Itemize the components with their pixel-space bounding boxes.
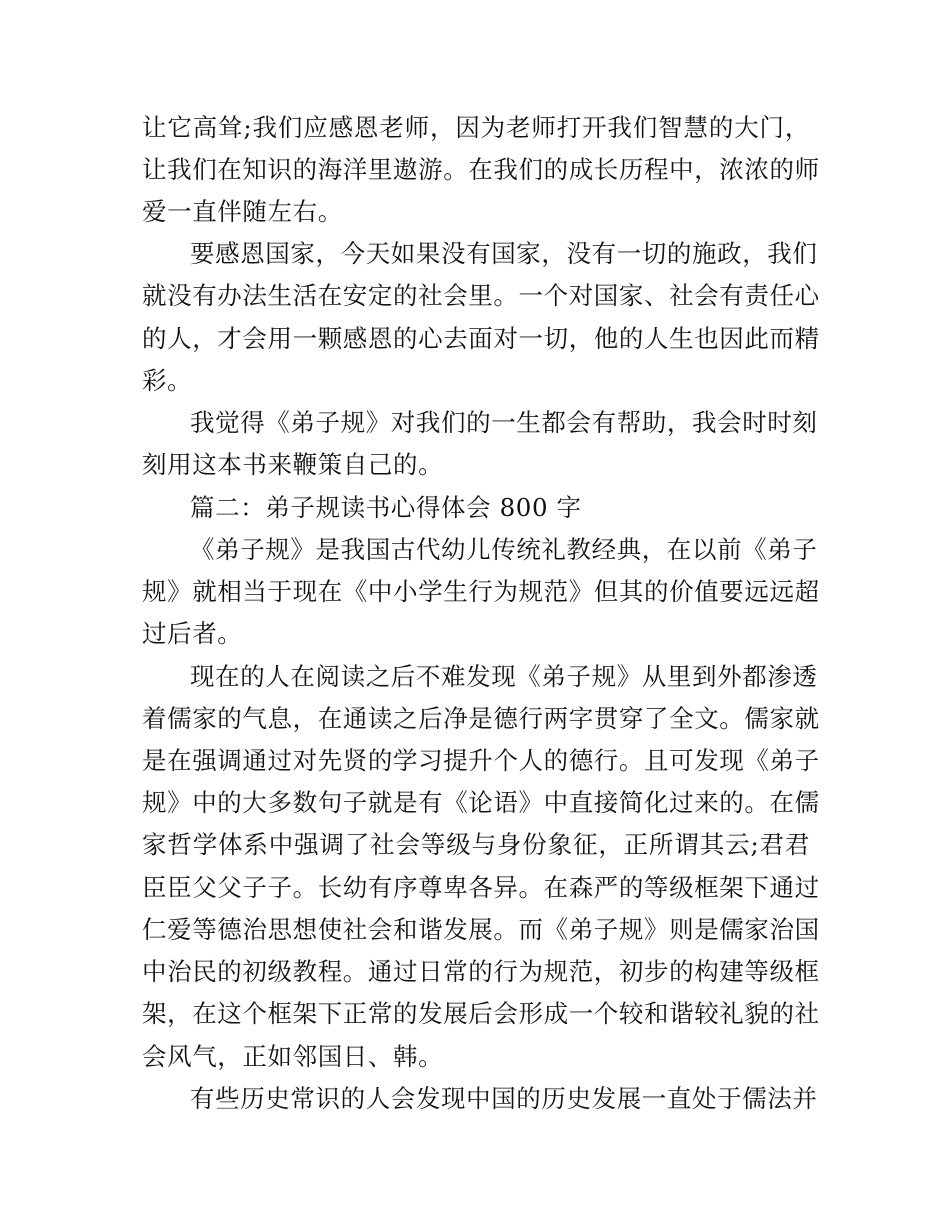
text-line: 中治民的初级教程。通过日常的行为规范，初步的构建等级框	[142, 957, 820, 986]
text-line: 着儒家的气息，在通读之后净是德行两字贯穿了全文。儒家就	[142, 704, 820, 733]
text-line: 让它高耸;我们应感恩老师，因为老师打开我们智慧的大门，	[142, 113, 810, 142]
text-line: 有些历史常识的人会发现中国的历史发展一直处于儒法并	[190, 1084, 818, 1113]
text-line: 刻用这本书来鞭策自己的。	[142, 450, 444, 479]
text-line: 现在的人在阅读之后不难发现《弟子规》从里到外都渗透	[190, 662, 818, 691]
text-line: 是在强调通过对先贤的学习提升个人的德行。且可发现《弟子	[142, 746, 820, 775]
text-line: 会风气，正如邻国日、韩。	[142, 1042, 444, 1071]
text-line: 规》中的大多数句子就是有《论语》中直接简化过来的。在儒	[142, 788, 820, 817]
text-line: 仁爱等德治思想使社会和谐发展。而《弟子规》则是儒家治国	[142, 915, 820, 944]
text-line: 要感恩国家，今天如果没有国家，没有一切的施政，我们	[190, 239, 818, 268]
text-line: 架，在这个框架下正常的发展后会形成一个较和谐较礼貌的社	[142, 999, 820, 1028]
text-line: 臣臣父父子子。长幼有序尊卑各异。在森严的等级框架下通过	[142, 873, 820, 902]
text-line: 的人，才会用一颗感恩的心去面对一切，他的人生也因此而精	[142, 324, 820, 353]
text-line: 让我们在知识的海洋里遨游。在我们的成长历程中，浓浓的师	[142, 155, 820, 184]
text-line: 《弟子规》是我国古代幼儿传统礼教经典，在以前《弟子	[190, 535, 818, 564]
text-line: 爱一直伴随左右。	[142, 197, 343, 226]
text-line: 我觉得《弟子规》对我们的一生都会有帮助，我会时时刻	[190, 408, 818, 437]
text-line: 过后者。	[142, 619, 243, 648]
section-heading: 篇二：弟子规读书心得体会 800 字	[190, 493, 582, 522]
text-line: 就没有办法生活在安定的社会里。一个对国家、社会有责任心	[142, 281, 820, 310]
text-line: 家哲学体系中强调了社会等级与身份象征，正所谓其云;君君	[142, 830, 810, 859]
text-line: 规》就相当于现在《中小学生行为规范》但其的价值要远远超	[142, 577, 820, 606]
text-line: 彩。	[142, 366, 193, 395]
